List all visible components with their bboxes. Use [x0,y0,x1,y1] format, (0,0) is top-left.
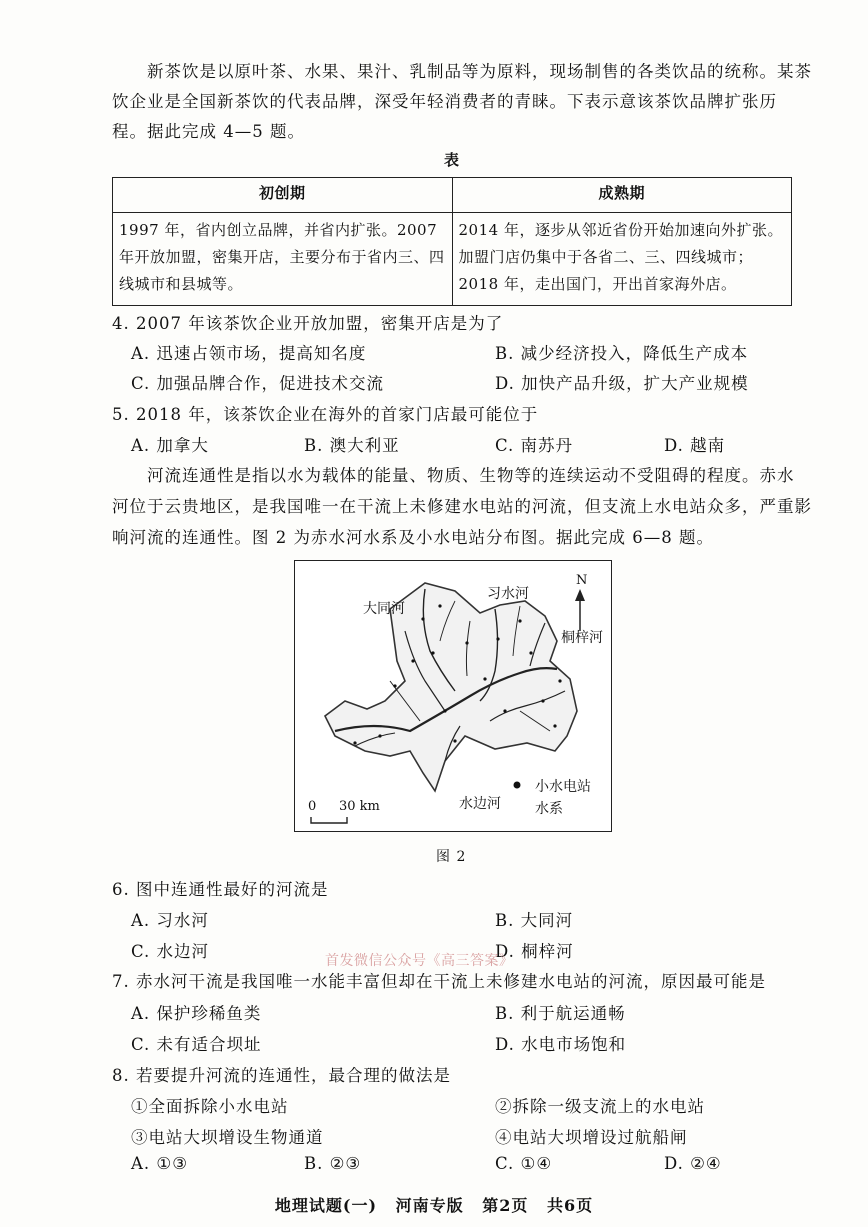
q4-option-b[interactable]: B. 减少经济投入，降低生产成本 [495,344,749,363]
q7-option-b[interactable]: B. 利于航运通畅 [495,1004,626,1023]
q7-stem: 7. 赤水河干流是我国唯一水能丰富但却在干流上未修建水电站的河流，原因最可能是 [112,972,766,991]
legend-water-label: 水系 [535,801,563,817]
scale-km-label: 30 km [339,799,380,814]
q8-option-d[interactable]: D. ②④ [664,1154,722,1173]
q8-statement-4: ④电站大坝增设过航船闸 [495,1128,688,1147]
q8-option-a[interactable]: A. ①③ [131,1154,188,1173]
q6-stem: 6. 图中连通性最好的河流是 [112,880,329,899]
expansion-table [112,177,792,306]
table-caption: 表 [444,151,461,169]
label-datong-river: 大同河 [363,601,405,617]
q7-option-c[interactable]: C. 未有适合坝址 [131,1035,262,1054]
watermark-text: 首发微信公众号《高三答案》 [325,953,514,969]
q7-option-a[interactable]: A. 保护珍稀鱼类 [131,1004,262,1023]
q8-option-c[interactable]: C. ①④ [495,1154,553,1173]
q8-stem: 8. 若要提升河流的连通性，最合理的做法是 [112,1066,451,1085]
footer-page: 第2页 [482,1196,529,1215]
q8-option-b[interactable]: B. ②③ [304,1154,362,1173]
intro1-line1: 新茶饮是以原叶茶、水果、果汁、乳制品等为原料，现场制售的各类饮品的统称。某茶 [147,62,812,81]
q8-statement-2: ②拆除一级支流上的水电站 [495,1097,705,1116]
table-cell-mature: 2014 年，逐步从邻近省份开始加速向外扩张。加盟门店仍集中于各省二、三、四线城市；2018 年，走出国门，开出首家海外店。 [452,213,792,306]
q8-statement-1: ①全面拆除小水电站 [131,1097,289,1116]
table-header-mature: 成熟期 [452,178,792,213]
chishui-river-map [294,560,612,832]
scale-bar [311,817,347,823]
label-xishui-river: 习水河 [487,586,529,602]
footer-edition: 河南专版 [395,1196,464,1215]
q5-option-b[interactable]: B. 澳大利亚 [304,436,400,455]
map-caption: 图 2 [436,849,467,865]
q6-option-c[interactable]: C. 水边河 [131,942,210,961]
north-arrow-icon [575,589,585,631]
scale-zero-label: 0 [308,799,317,814]
q4-stem: 4. 2007 年该茶饮企业开放加盟，密集开店是为了 [112,314,504,333]
intro1-line2: 饮企业是全国新茶饮的代表品牌，深受年轻消费者的青睐。下表示意该茶饮品牌扩张历 [112,92,777,111]
intro2-line2: 河位于云贵地区，是我国唯一在干流上未修建水电站的河流，但支流上水电站众多，严重影 [112,497,812,516]
label-tongzi-river: 桐梓河 [561,630,603,646]
table-cell-startup: 1997 年，省内创立品牌，并省内扩张。2007 年开放加盟，密集开店，主要分布于省内三、四线城市和县城等。 [113,213,453,306]
q5-option-a[interactable]: A. 加拿大 [131,436,209,455]
q5-option-c[interactable]: C. 南苏丹 [495,436,574,455]
footer-subject: 地理试题(一) [274,1196,378,1215]
q6-option-d[interactable]: D. 桐梓河 [495,942,574,961]
north-label: N [576,573,588,588]
q6-option-b[interactable]: B. 大同河 [495,911,574,930]
q8-statement-3: ③电站大坝增设生物通道 [131,1128,324,1147]
label-shuibian-river: 水边河 [459,796,501,812]
intro1-line3: 程。据此完成 4—5 题。 [112,122,305,141]
legend-station-icon [514,782,521,789]
q4-option-a[interactable]: A. 迅速占领市场，提高知名度 [131,344,367,363]
q5-stem: 5. 2018 年，该茶饮企业在海外的首家门店最可能位于 [112,405,539,424]
intro2-line3: 响河流的连通性。图 2 为赤水河水系及小水电站分布图。据此完成 6—8 题。 [112,528,714,547]
intro2-line1: 河流连通性是指以水为载体的能量、物质、生物等的连续运动不受阻碍的程度。赤水 [147,466,795,485]
q7-option-d[interactable]: D. 水电市场饱和 [495,1035,627,1054]
table-header-startup: 初创期 [113,178,453,213]
q6-option-a[interactable]: A. 习水河 [131,911,209,930]
legend-station-label: 小水电站 [535,779,591,795]
footer-total: 共6页 [546,1196,594,1215]
q4-option-c[interactable]: C. 加强品牌合作，促进技术交流 [131,374,385,393]
page-footer [0,1193,868,1216]
q5-option-d[interactable]: D. 越南 [664,436,726,455]
q4-option-d[interactable]: D. 加快产品升级，扩大产业规模 [495,374,749,393]
